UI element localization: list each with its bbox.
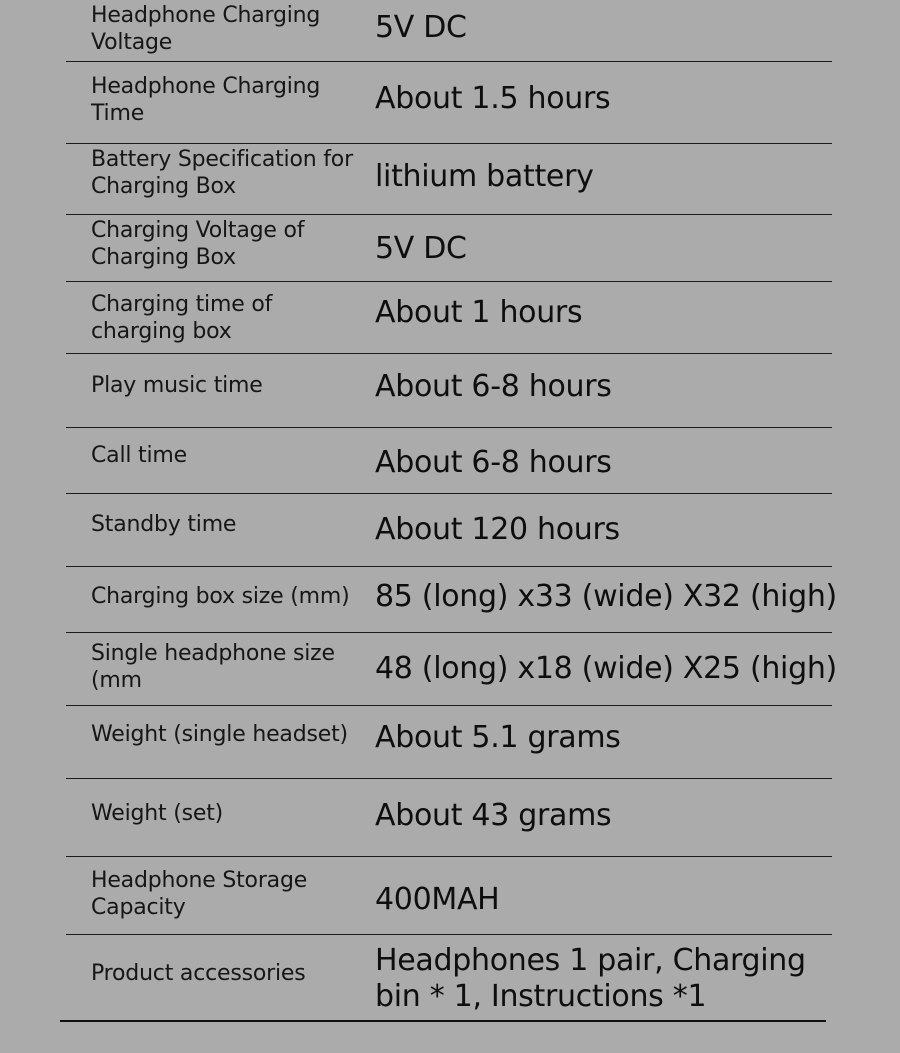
- spec-value: About 120 hours: [375, 512, 620, 547]
- spec-label: Single headphone size (mm: [91, 641, 335, 693]
- spec-row-box-charging-time: [66, 282, 832, 354]
- spec-label: Weight (set): [91, 801, 224, 826]
- spec-value: 5V DC: [375, 231, 467, 266]
- spec-row-call-time: [66, 428, 832, 494]
- spec-value: 400MAH: [375, 882, 500, 917]
- spec-label: Headphone Charging Time: [91, 74, 321, 126]
- spec-value: Headphones 1 pair, Charging bin * 1, Instructions *1: [375, 943, 806, 1014]
- spec-value: About 6-8 hours: [375, 445, 612, 480]
- spec-row-battery-specification: [66, 144, 832, 215]
- spec-row-box-charging-voltage: [66, 215, 832, 282]
- spec-value: About 1 hours: [375, 295, 583, 330]
- spec-label: Charging time of charging box: [91, 292, 273, 344]
- spec-row-single-headphone-size: [66, 633, 837, 706]
- spec-label: Play music time: [91, 373, 263, 398]
- spec-value: About 5.1 grams: [375, 720, 621, 755]
- spec-row-weight-single: [66, 706, 832, 779]
- spec-row-standby-time: [66, 494, 832, 567]
- spec-label: Call time: [91, 443, 187, 468]
- spec-label: Weight (single headset): [91, 722, 348, 747]
- spec-label: Product accessories: [91, 961, 306, 986]
- spec-label: Charging box size (mm): [91, 584, 350, 609]
- spec-value: 85 (long) x33 (wide) X32 (high): [375, 579, 837, 614]
- spec-value: About 43 grams: [375, 798, 612, 833]
- spec-label: Headphone Storage Capacity: [91, 868, 308, 920]
- spec-row-headphone-charging-time: [66, 62, 832, 144]
- spec-label: Battery Specification for Charging Box: [91, 147, 353, 199]
- spec-row-product-accessories: [60, 935, 826, 1022]
- spec-value: lithium battery: [375, 159, 594, 194]
- spec-value: About 1.5 hours: [375, 81, 611, 116]
- spec-value: 5V DC: [375, 10, 467, 45]
- spec-value: 48 (long) x18 (wide) X25 (high): [375, 651, 837, 686]
- spec-value: About 6-8 hours: [375, 369, 612, 404]
- spec-label: Charging Voltage of Charging Box: [91, 218, 305, 270]
- spec-row-charging-box-size: [66, 567, 837, 633]
- spec-label: Headphone Charging Voltage: [91, 3, 321, 55]
- spec-row-storage-capacity: [66, 857, 832, 935]
- spec-row-weight-set: [66, 779, 832, 857]
- spec-row-headphone-charging-voltage: [66, 0, 832, 62]
- spec-row-play-music-time: [66, 354, 832, 428]
- spec-label: Standby time: [91, 512, 237, 537]
